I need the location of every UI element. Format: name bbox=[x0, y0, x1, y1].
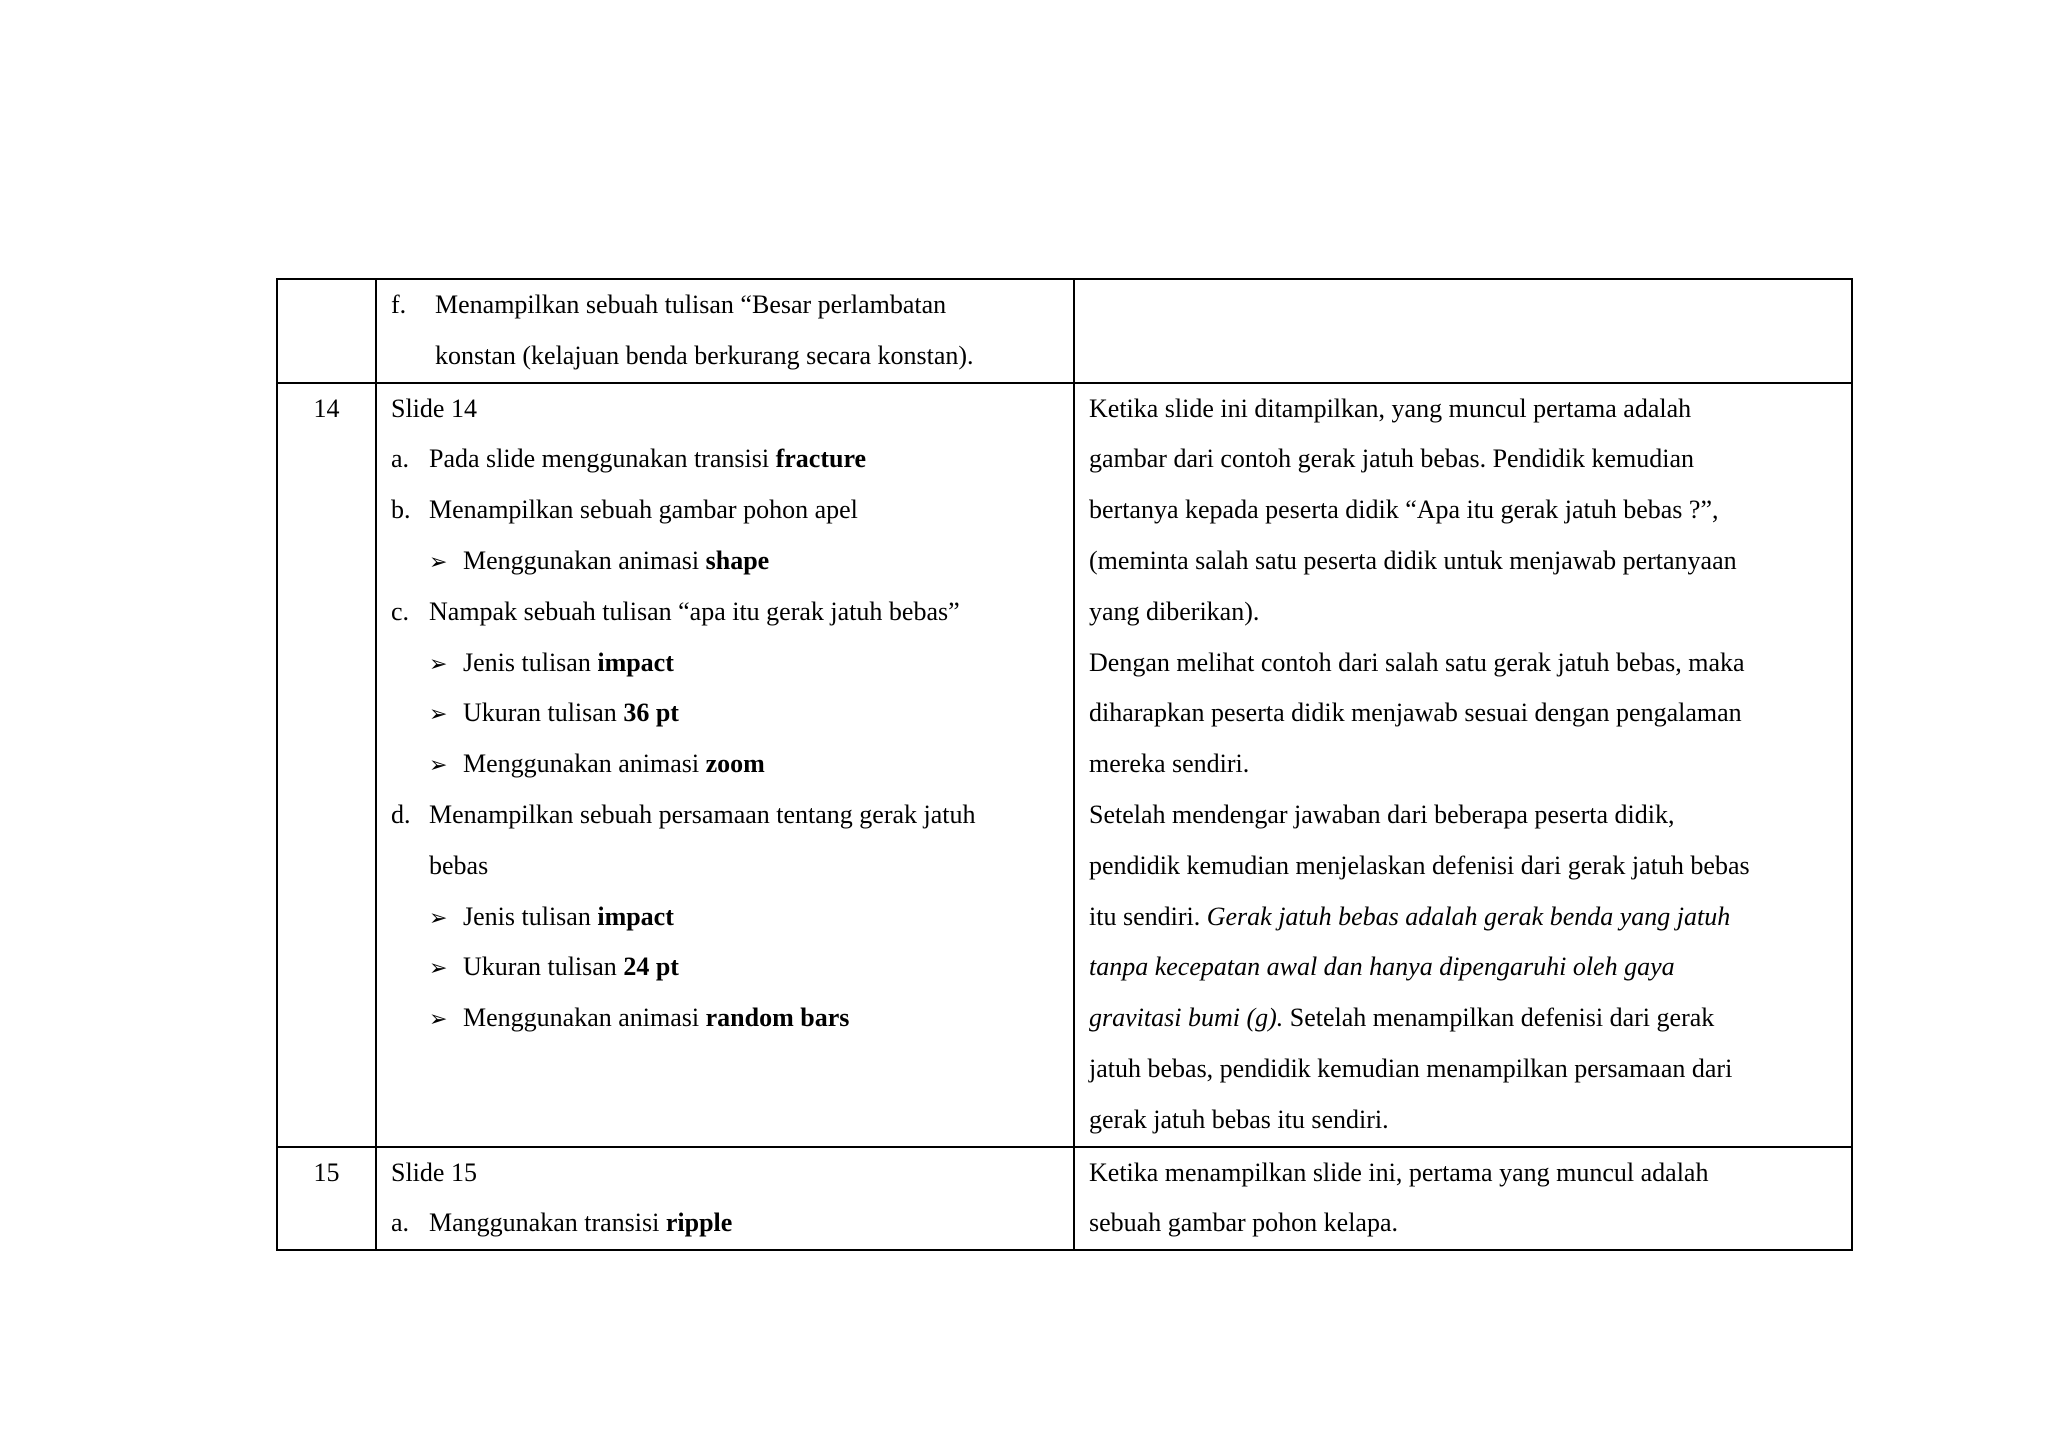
list-item: b. Menampilkan sebuah gambar pohon apel bbox=[391, 495, 858, 525]
slide-description-table bbox=[276, 278, 1853, 1251]
sub-list-item: ➢ Menggunakan animasi random bars bbox=[391, 993, 1073, 1044]
text-line: gerak jatuh bebas itu sendiri. bbox=[1089, 1104, 1389, 1134]
arrow-bullet-icon: ➢ bbox=[429, 753, 448, 779]
text-line: gambar dari contoh gerak jatuh bebas. Pendidik kemudian bbox=[1089, 444, 1695, 474]
text-line: diharapkan peserta didik menjawab sesuai dengan pengalaman bbox=[1089, 698, 1742, 728]
table-row bbox=[277, 279, 1852, 383]
explanation-cell bbox=[1074, 1147, 1852, 1251]
list-item-continuation: bebas bbox=[429, 850, 489, 880]
row-number-cell: 14 bbox=[277, 383, 376, 1147]
text-line: sebuah gambar pohon kelapa. bbox=[1089, 1208, 1399, 1238]
list-item: a. Manggunakan transisi ripple bbox=[391, 1208, 733, 1238]
text-line: yang diberikan). bbox=[1089, 596, 1260, 626]
table-row bbox=[277, 383, 1852, 1147]
text-line: gravitasi bumi (g). Setelah menampilkan defenisi dari gerak bbox=[1089, 1003, 1715, 1033]
slide-detail-cell bbox=[376, 279, 1074, 383]
list-item-continuation: konstan (kelajuan benda berkurang secara konstan). bbox=[435, 340, 974, 370]
sub-list-item: ➢ Jenis tulisan impact bbox=[391, 638, 1073, 689]
row-number-cell: 15 bbox=[277, 1147, 376, 1251]
arrow-bullet-icon: ➢ bbox=[429, 905, 448, 931]
text-line: Setelah mendengar jawaban dari beberapa peserta didik, bbox=[1089, 799, 1675, 829]
text-line: Ketika menampilkan slide ini, pertama yang muncul adalah bbox=[1089, 1157, 1709, 1187]
text-line: Ketika slide ini ditampilkan, yang muncul pertama adalah bbox=[1089, 393, 1692, 423]
sub-list-item: ➢ Menggunakan animasi shape bbox=[391, 536, 1073, 587]
list-item: f. Menampilkan sebuah tulisan “Besar perlambatan bbox=[391, 290, 947, 319]
sub-list-item: ➢ Jenis tulisan impact bbox=[391, 892, 1073, 943]
text-line: Dengan melihat contoh dari salah satu gerak jatuh bebas, maka bbox=[1089, 647, 1745, 677]
text-line: (meminta salah satu peserta didik untuk menjawab pertanyaan bbox=[1089, 545, 1737, 575]
text-line: tanpa kecepatan awal dan hanya dipengaruhi oleh gaya bbox=[1089, 952, 1675, 982]
arrow-bullet-icon: ➢ bbox=[429, 549, 448, 575]
explanation-cell bbox=[1074, 279, 1852, 383]
arrow-bullet-icon: ➢ bbox=[429, 956, 448, 982]
row-number-cell bbox=[277, 279, 376, 383]
sub-list-item: ➢ Ukuran tulisan 36 pt bbox=[391, 688, 1073, 739]
explanation-cell bbox=[1074, 383, 1852, 1147]
arrow-bullet-icon: ➢ bbox=[429, 651, 448, 677]
text-line: mereka sendiri. bbox=[1089, 749, 1250, 779]
text-line: bertanya kepada peserta didik “Apa itu gerak jatuh bebas ?”, bbox=[1089, 495, 1719, 525]
list-item: a. Pada slide menggunakan transisi fracture bbox=[391, 444, 867, 474]
slide-title: Slide 14 bbox=[391, 393, 477, 423]
sub-list-item: ➢ Ukuran tulisan 24 pt bbox=[391, 942, 1073, 993]
arrow-bullet-icon: ➢ bbox=[429, 702, 448, 728]
text-line: jatuh bebas, pendidik kemudian menampilkan persamaan dari bbox=[1089, 1053, 1733, 1083]
text-line: itu sendiri. Gerak jatuh bebas adalah gerak benda yang jatuh bbox=[1089, 901, 1731, 931]
list-item: c. Nampak sebuah tulisan “apa itu gerak jatuh bebas” bbox=[391, 596, 960, 626]
slide-detail-cell bbox=[376, 1147, 1074, 1251]
text-line: pendidik kemudian menjelaskan defenisi dari gerak jatuh bebas bbox=[1089, 850, 1750, 880]
table-row bbox=[277, 1147, 1852, 1251]
slide-title: Slide 15 bbox=[391, 1157, 477, 1187]
slide-detail-cell bbox=[376, 383, 1074, 1147]
arrow-bullet-icon: ➢ bbox=[429, 1007, 448, 1033]
list-item: d. Menampilkan sebuah persamaan tentang gerak jatuh bbox=[391, 799, 976, 829]
sub-list-item: ➢ Menggunakan animasi zoom bbox=[391, 739, 1073, 790]
